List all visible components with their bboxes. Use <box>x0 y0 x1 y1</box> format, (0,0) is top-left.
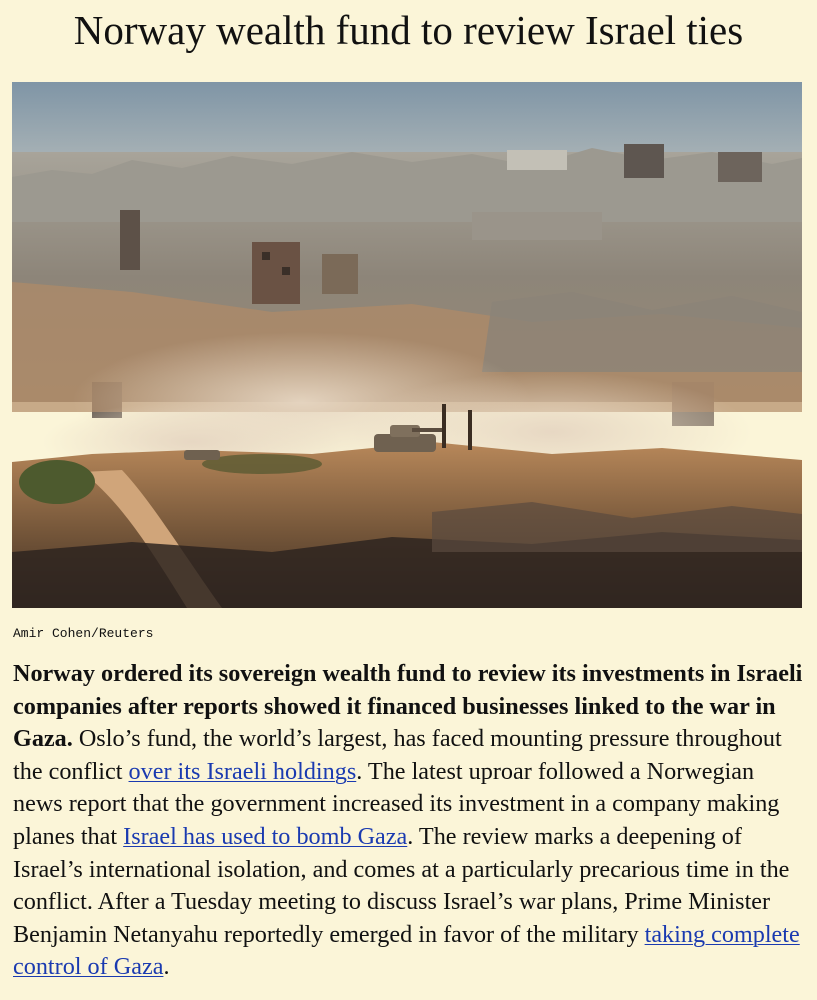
link-control-of-gaza[interactable]: taking complete control of Gaza <box>13 920 800 981</box>
article-text: . The latest uproar followed a Norwegian news report that the government increased its investment in a company making planes that <box>13 757 780 850</box>
news-photo <box>12 82 802 608</box>
photo-credit: Amir Cohen/Reuters <box>13 626 154 641</box>
article-text: Oslo’s fund, the world’s largest, has faced mounting pressure throughout the conflict <box>13 725 782 785</box>
headline: Norway wealth fund to review Israel ties <box>73 7 744 53</box>
link-bomb-gaza[interactable]: Israel has used to bomb Gaza <box>123 822 408 850</box>
article-text: . <box>163 953 170 981</box>
link-israeli-holdings[interactable]: over its Israeli holdings <box>128 757 357 785</box>
article-lead: Norway ordered its sovereign wealth fund to review its investments in Israeli companies after reports showed it financed businesses linked to the war in Gaza. <box>13 660 803 753</box>
article-body <box>13 658 805 984</box>
article-text: . The review marks a deepening of Israel’s international isolation, and comes at a particularly precarious time in the conflict. After a Tuesday meeting to discuss Israel’s war plans, Prime Minister Benjamin Netanyahu reportedly emerged in favor of the military <box>13 822 790 948</box>
